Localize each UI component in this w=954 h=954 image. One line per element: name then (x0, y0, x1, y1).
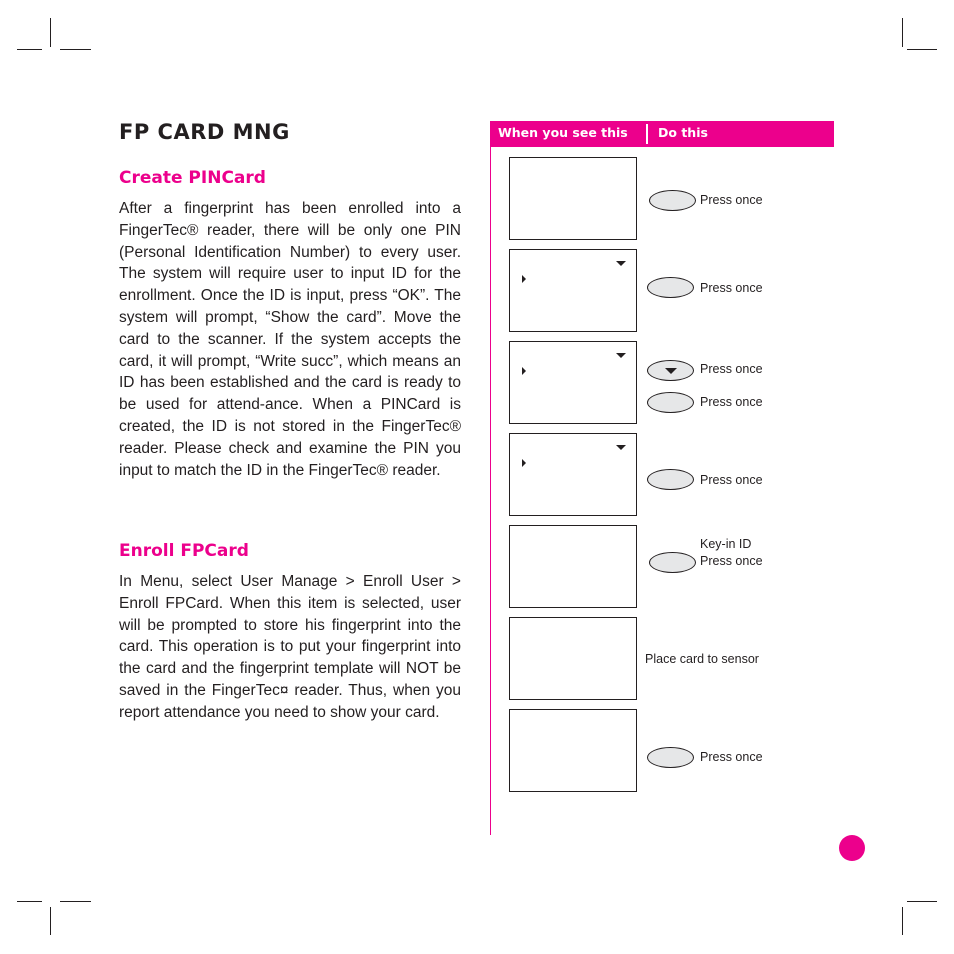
scroll-down-icon (616, 261, 626, 266)
page-marker-dot (839, 835, 865, 861)
action-label: Press once (700, 395, 763, 409)
section-heading-enroll-fpcard: Enroll FPCard (119, 541, 249, 561)
action-label: Press once (700, 554, 763, 568)
cursor-arrow-icon (522, 367, 526, 375)
crop-mark (50, 18, 51, 47)
crop-mark (902, 18, 903, 47)
ok-key-icon (647, 392, 694, 413)
down-key-icon (647, 360, 694, 381)
lcd-screen-step-3 (509, 341, 637, 424)
scroll-down-icon (616, 353, 626, 358)
scroll-down-icon (616, 445, 626, 450)
header-separator (646, 124, 648, 144)
ok-key-icon (647, 469, 694, 490)
section-body-enroll-fpcard: In Menu, select User Manage > Enroll User > Enroll FPCard. When this item is selected, user will be prompted to store his fingerprint into the card. This operation is to put your fingerprint into the card and the fingerprint template will NOT be saved in the FingerTec¤ reader. Thus, when you report attendance you need to show your card. (119, 573, 461, 721)
action-label: Press once (700, 193, 763, 207)
lcd-screen-step-6 (509, 617, 637, 700)
action-label: Place card to sensor (645, 652, 759, 666)
action-label: Key-in ID (700, 537, 752, 551)
header-when-you-see-this: When you see this (498, 125, 628, 140)
action-label: Press once (700, 750, 763, 764)
lcd-screen-step-4 (509, 433, 637, 516)
lcd-screen-step-7 (509, 709, 637, 792)
crop-mark (907, 901, 937, 902)
crop-mark (50, 907, 51, 935)
ok-key-icon (647, 277, 694, 298)
down-arrow-icon (665, 368, 677, 374)
crop-mark (17, 49, 42, 50)
page-title: FP CARD MNG (119, 120, 290, 144)
lcd-screen-step-1 (509, 157, 637, 240)
cursor-arrow-icon (522, 275, 526, 283)
action-label: Press once (700, 281, 763, 295)
action-label: Press once (700, 362, 763, 376)
ok-key-icon (649, 190, 696, 211)
crop-mark (902, 907, 903, 935)
lcd-screen-step-2 (509, 249, 637, 332)
lcd-screen-step-5 (509, 525, 637, 608)
crop-mark (907, 49, 937, 50)
crop-mark (17, 901, 42, 902)
header-do-this: Do this (658, 125, 708, 140)
cursor-arrow-icon (522, 459, 526, 467)
crop-mark (60, 901, 91, 902)
ok-key-icon (649, 552, 696, 573)
table-header (490, 121, 834, 147)
section-body-create-pincard: After a fingerprint has been enrolled into a FingerTec® reader, there will be only one PIN (Personal Identification Number) to every user. The system will require user to input ID for the enrollment. Once the ID is input, press “OK”. The system will prompt, “Show the card”. Move the card to the scanner. If the system accepts the card, it will prompt, “Write succ”, which means an ID has been established and the card is ready to be used for attend-ance. When a PINCard is created, the ID is not stored in the FingerTec® reader. Please check and examine the PIN you input to match the ID in the FingerTec® reader. (119, 200, 461, 479)
crop-mark (60, 49, 91, 50)
section-heading-create-pincard: Create PINCard (119, 168, 266, 188)
action-label: Press once (700, 473, 763, 487)
table-divider-line (490, 147, 491, 835)
ok-key-icon (647, 747, 694, 768)
